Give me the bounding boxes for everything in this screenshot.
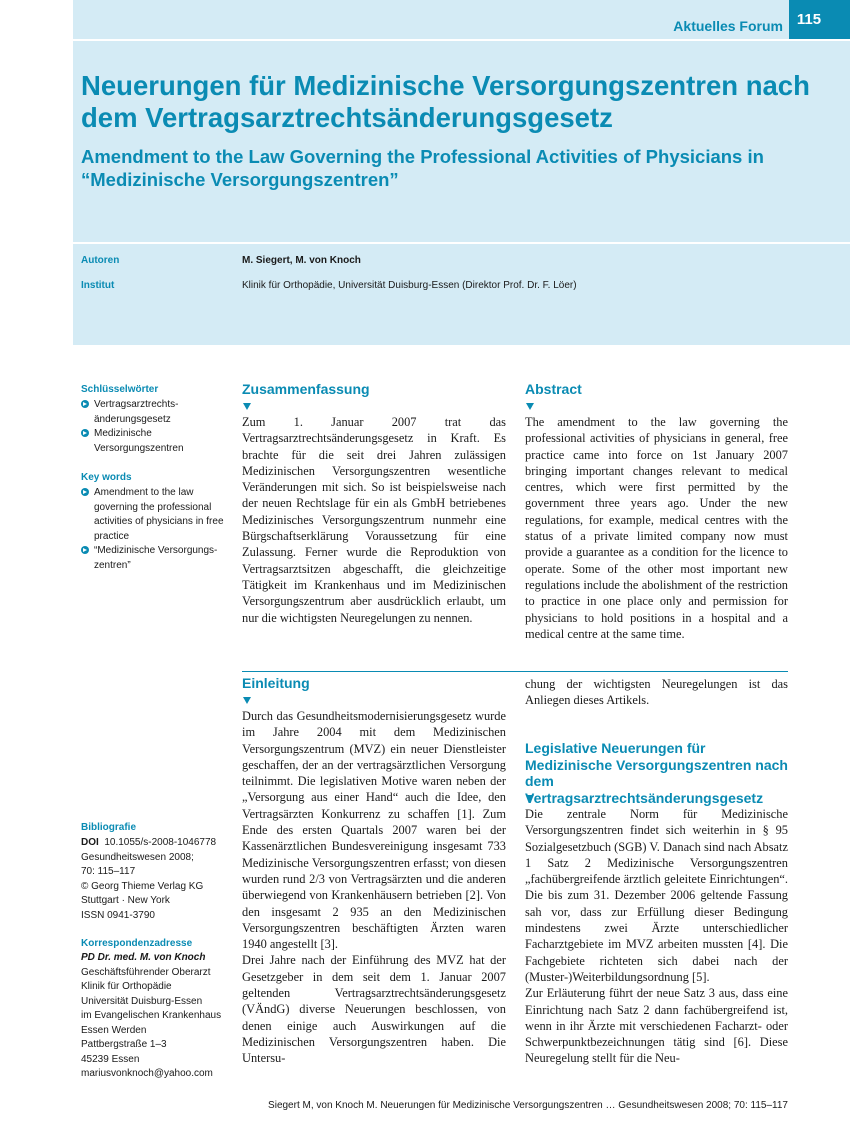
address-line: 45239 Essen bbox=[81, 1053, 140, 1065]
section-divider bbox=[242, 671, 788, 672]
keyword-item: “Medizinische Versorgungs-zentren” bbox=[81, 544, 231, 573]
triangle-down-icon bbox=[243, 403, 251, 410]
correspondence-label: Korrespondenzadresse bbox=[81, 938, 193, 949]
paragraph: chung der wichtigsten Neuregelungen ist das Anliegen dieses Artikels. bbox=[525, 677, 788, 708]
keywords-en-label: Key words bbox=[81, 472, 132, 483]
triangle-down-icon bbox=[243, 697, 251, 704]
journal: Gesundheitswesen 2008; bbox=[81, 851, 194, 863]
doi-label: DOI bbox=[81, 837, 99, 848]
header-divider bbox=[73, 242, 850, 244]
email-link[interactable]: mariusvonknoch@yahoo.com bbox=[81, 1068, 213, 1079]
correspondence-name: PD Dr. med. M. von Knoch bbox=[81, 952, 206, 963]
copyright: © Georg Thieme Verlag KG bbox=[81, 880, 204, 892]
address-line: im Evangelischen Krankenhaus bbox=[81, 1010, 222, 1021]
abstract-heading: Abstract bbox=[525, 381, 582, 397]
summary-text: Zum 1. Januar 2007 trat das Vertragsarztrechtsänderungsgesetz in Kraft. Es brachte für die seit drei Jahren zulässigen Medizinischen Versorgungszentren wesentliche Veränderungen mit sich. So ist beispielsweise nach der neuen Rechtslage für ein als GmbH betriebenes Medizinisches Versorgungszentrum nunmehr eine Bürgschaftserklärung Voraussetzung für eine Zulassung. Ferner wurde die Reproduktion von Vertragsarztsitzen abgeschafft, die gleichzeitige Tätigkeit im Krankenhaus und im Medizinischen Versorgungszentrum aber ausdrücklich erlaubt, um nur die wichtigsten Neuregelungen zu nennen. bbox=[242, 415, 506, 625]
issn: ISSN 0941-3790 bbox=[81, 909, 155, 921]
keyword-item: Vertragsarztrechts-änderungsgesetz bbox=[81, 398, 231, 427]
introduction-continued bbox=[525, 676, 788, 709]
article-title-english: Amendment to the Law Governing the Professional Activities of Physicians in “Medizinische Versorgungszentren” bbox=[81, 146, 764, 190]
triangle-down-icon bbox=[526, 403, 534, 410]
paragraph: Zur Erläuterung führt der neue Satz 3 aus, dass eine Einrichtung nach Satz 2 dann fachübergreifend ist, wenn in ihr Ärzte mit verschiedenen Facharzt- oder Schwerpunktbezeichnungen tätig sind [6]. Diese Neuregelung stellt für die Neu- bbox=[525, 986, 788, 1066]
paragraph: Die zentrale Norm für Medizinische Versorgungszentren findet sich weiterhin in § 95 Sozialgesetzbuch (SGB) V. Danach sind nach Absatz 1 Satz 2 Medizinische Versorgungszentren „fachübergreifende ärztlich geleitete Einrichtungen“. Die bis zum 31. Dezember 2006 geltende Fassung sah vor, dass zur Erfüllung dieser Bedingung mindestens zwei Ärzte unterschiedlicher Facharztgebiete im MVZ arbeiten mussten [4]. Die Fachgebiete richteten sich dabei nach der (Muster-)Weiterbildungsordnung [5]. bbox=[525, 807, 788, 984]
authors: M. Siegert, M. von Knoch bbox=[242, 255, 361, 266]
address-line: Geschäftsführender Oberarzt bbox=[81, 966, 211, 978]
article-title: Neuerungen für Medizinische Versorgungszentren nach dem Vertragsarztrechtsänderungsgesetz bbox=[81, 70, 810, 133]
keywords-en-list bbox=[81, 486, 231, 573]
header-divider bbox=[73, 39, 850, 41]
keywords-de-label: Schlüsselwörter bbox=[81, 384, 159, 395]
paragraph: Drei Jahre nach der Einführung des MVZ hat der Gesetzgeber in dem seit dem 1. Januar 2007 geltenden Vertragsarztrechtsänderungsgesetz (VÄndG) diverse Neuerungen beschlossen, von denen einige auch Auswirkungen auf die Medizinischen Versorgungszentren haben. Die Untersu- bbox=[242, 953, 506, 1066]
introduction-heading: Einleitung bbox=[242, 675, 310, 691]
legislative-heading: Legislative Neuerungen für Medizinische Versorgungszentren nach dem Vertragsarztrechtsänderungsgesetz bbox=[525, 740, 788, 806]
bullet-icon bbox=[81, 429, 89, 437]
bullet-icon bbox=[81, 488, 89, 496]
summary-heading: Zusammenfassung bbox=[242, 381, 370, 397]
legislative-text bbox=[525, 806, 788, 1067]
abstract-text: The amendment to the law governing the professional activities of physicians in general, free practice came into force on 1st January 2007 bringing important changes relevant to medical centres, which were first permitted by the government three years ago. Under the new regulations, for example, medical centres with the status of a private limited company now must provide a guarantee as a condition for the licence to operate. Some of the other most important new regulations include the abolishment of the restriction to practice in one place only and permission for physicians to hold positions in a hospital and a medical centre at the same time. bbox=[525, 415, 788, 641]
correspondence-address bbox=[81, 951, 251, 1082]
address-line: Universität Duisburg-Essen bbox=[81, 995, 203, 1007]
bibliography bbox=[81, 836, 251, 923]
citation-footer: Siegert M, von Knoch M. Neuerungen für Medizinische Versorgungszentren … Gesundheitswesen 2008; 70: 115–117 bbox=[268, 1100, 788, 1111]
bullet-icon bbox=[81, 546, 89, 554]
paragraph: Durch das Gesundheitsmodernisierungsgesetz wurde im Jahre 2004 mit dem Medizinischen Versorgungszentrum (MVZ) ein neuer Dienstleister geschaffen, der an der vertragsärztlichen Versorgung teilnimmt. Die legislativen Motive waren neben der „Versorgung aus einer Hand“ auch die Idee, den Vertragsärzten Konkurrenz zu schaffen [1]. Zum Ende des ersten Quartals 2007 waren bei der Kassenärztlichen Bundesvereinigung insgesamt 733 Medizinische Versorgungszentren erfasst; von diesen wurden rund 2/3 von Vertragsärzten und die anderen überwiegend von Krankenhäusern betrieben [2]. Von den insgesamt 2 935 an den Medizinischen Versorgungszentren beschäftigten Ärzten waren 1940 angestellt [3]. bbox=[242, 709, 506, 952]
address-line: Pattbergstraße 1–3 bbox=[81, 1039, 167, 1050]
page-number: 115 bbox=[796, 11, 822, 28]
doi: 10.1055/s-2008-1046778 bbox=[104, 837, 217, 848]
address-line: Klinik für Orthopädie bbox=[81, 981, 172, 992]
section-label: Aktuelles Forum bbox=[673, 18, 783, 34]
keyword-item: Amendment to the law governing the professional activities of physicians in free practice bbox=[81, 486, 231, 544]
volume: 70: 115–117 bbox=[81, 866, 136, 877]
keywords-de-list bbox=[81, 398, 231, 456]
authors-label: Autoren bbox=[81, 255, 120, 266]
institute: Klinik für Orthopädie, Universität Duisburg-Essen (Direktor Prof. Dr. F. Löer) bbox=[242, 280, 577, 291]
keyword-item: Medizinische Versorgungszentren bbox=[81, 427, 231, 456]
address-line: Essen Werden bbox=[81, 1024, 147, 1036]
introduction-text bbox=[242, 708, 506, 1067]
bullet-icon bbox=[81, 400, 89, 408]
publisher-place: Stuttgart · New York bbox=[81, 895, 170, 906]
bibliography-label: Bibliografie bbox=[81, 822, 137, 833]
page-number-box bbox=[789, 0, 850, 39]
triangle-down-icon bbox=[526, 795, 534, 802]
institute-label: Institut bbox=[81, 280, 115, 291]
